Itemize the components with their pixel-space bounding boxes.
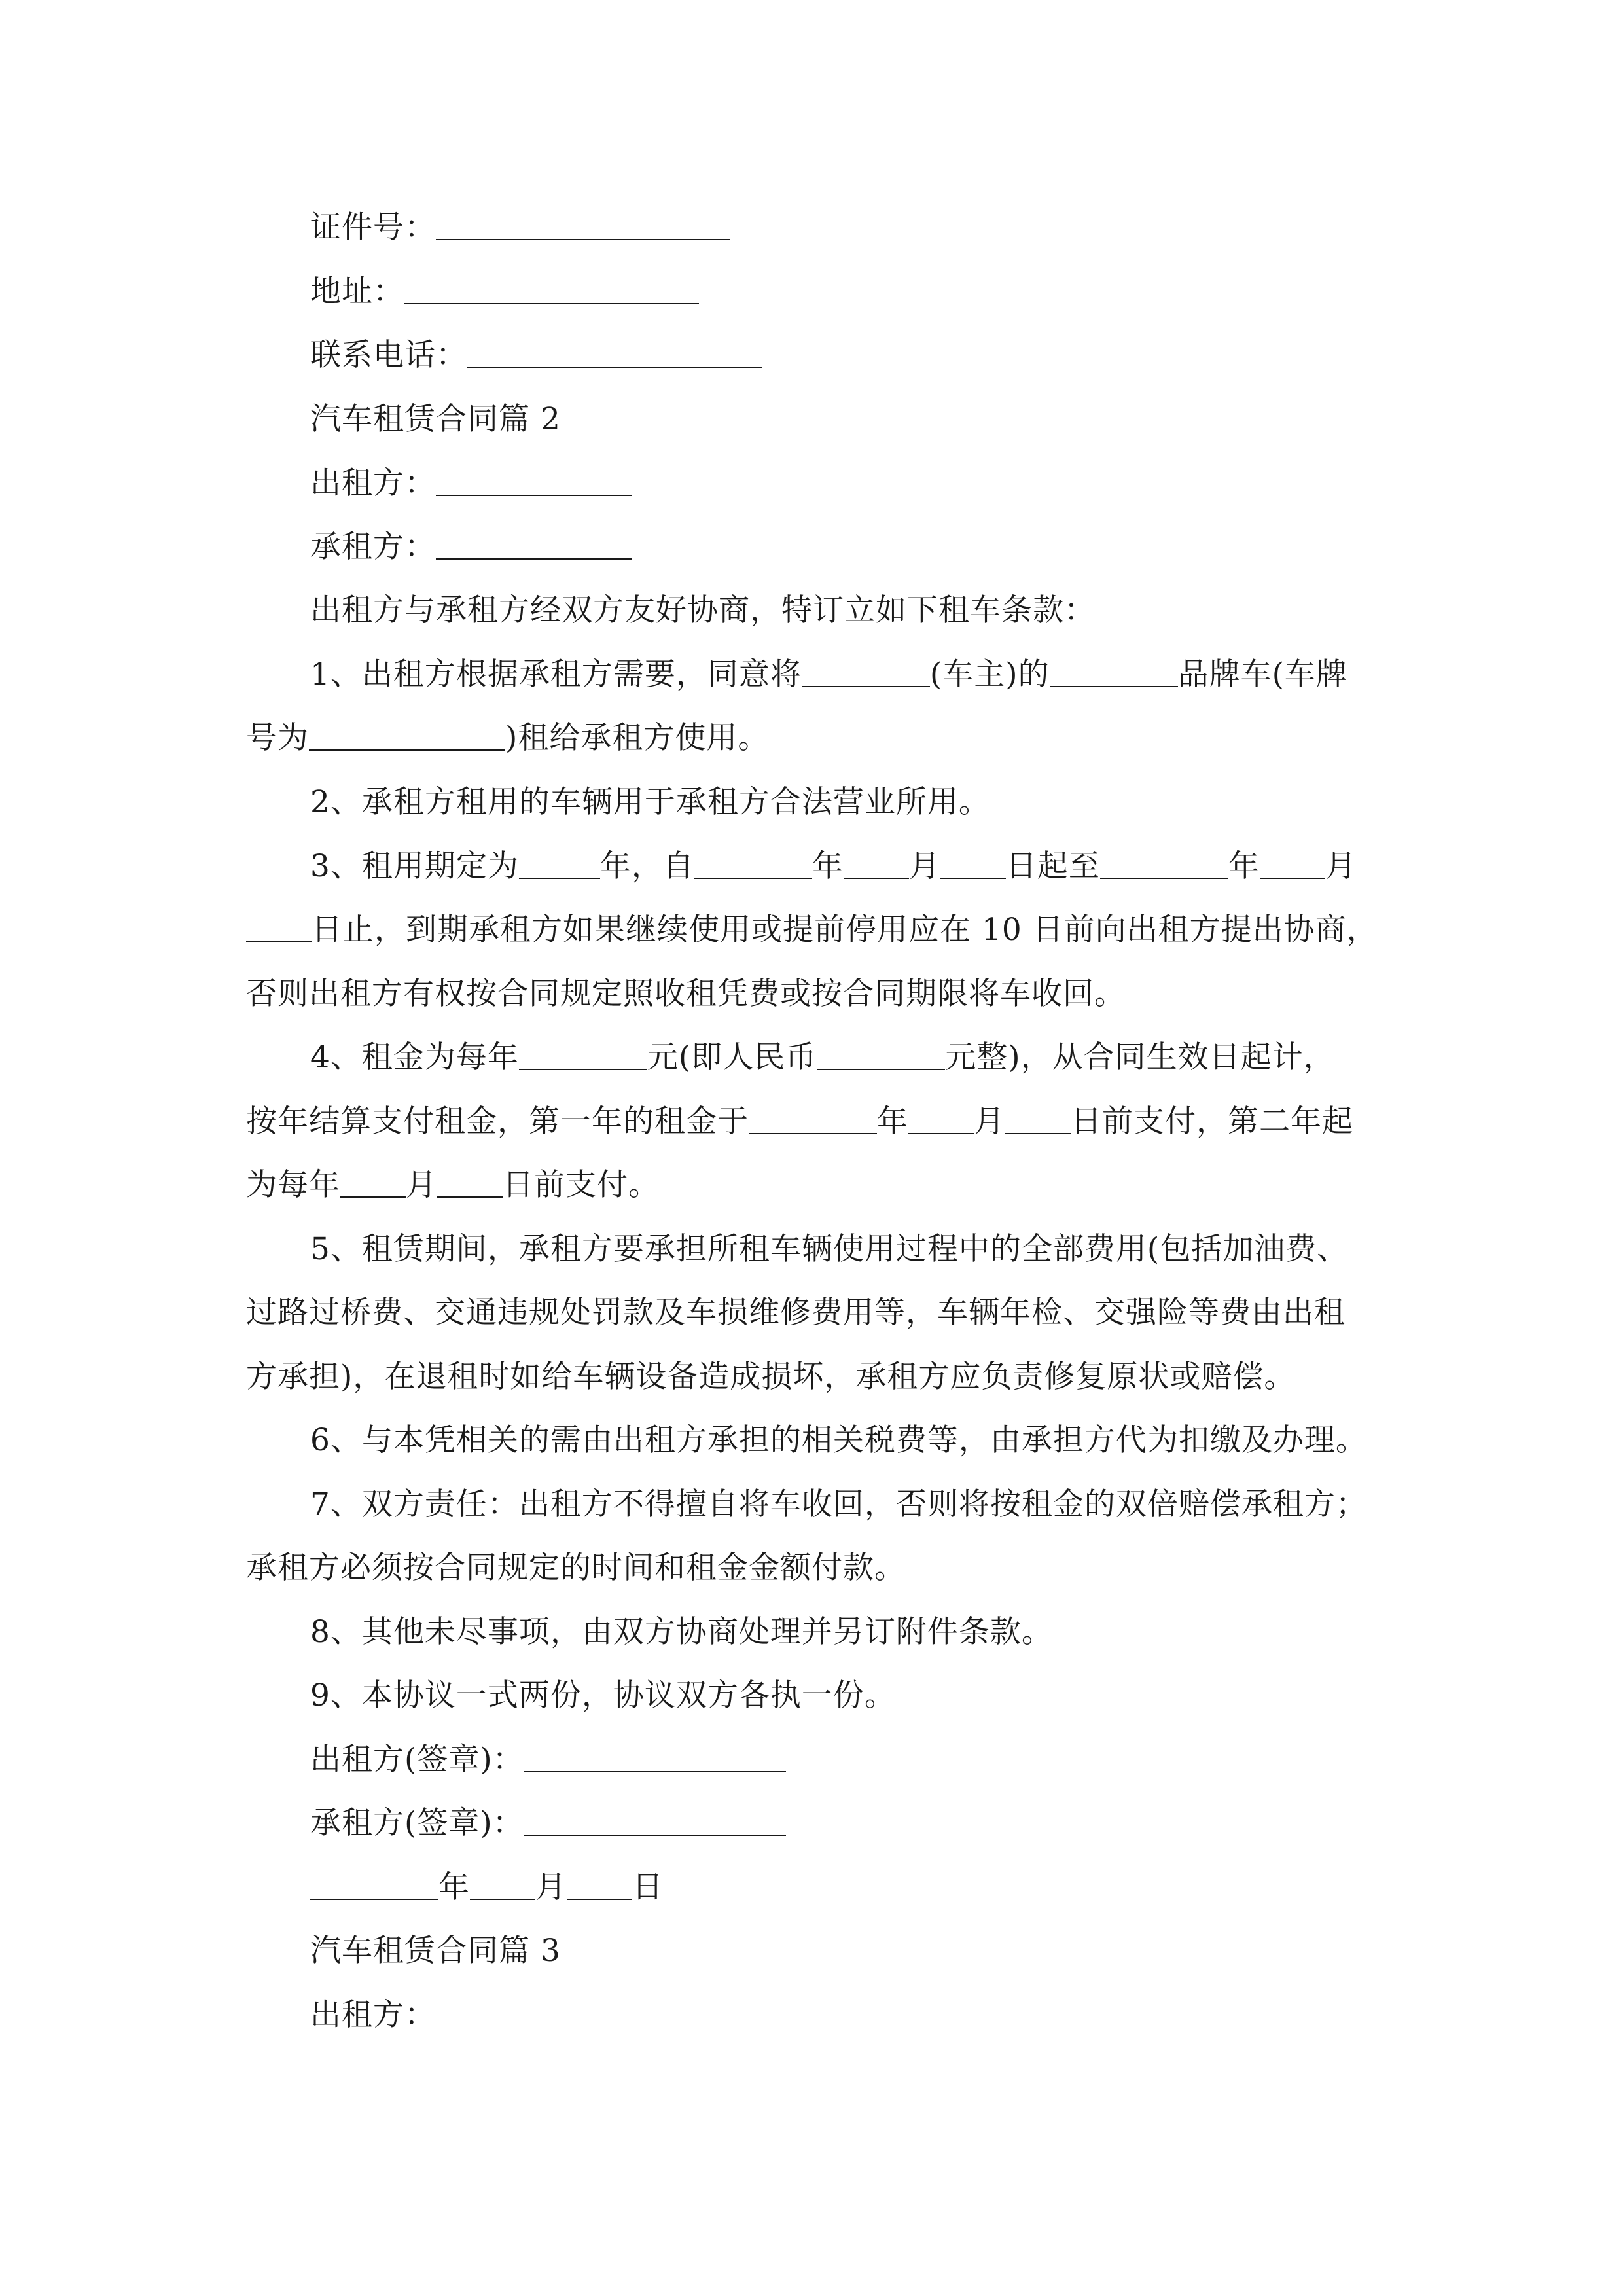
clause-3-text: 月 — [1325, 848, 1357, 884]
lessee-blank — [436, 532, 632, 560]
clause-1-text: 1、出租方根据承租方需要，同意将 — [310, 656, 802, 692]
clause-3-line-2 — [0, 899, 1623, 961]
clause-4-text: 按年结算支付租金，第一年的租金于 — [246, 1103, 749, 1139]
clause-3-text: 年，自 — [599, 848, 694, 884]
lessor-label: 出租方： — [310, 465, 436, 501]
clause-1-text: )租给承租方使用。 — [505, 720, 770, 756]
end-year-blank — [1100, 852, 1228, 879]
term-years-blank — [519, 852, 600, 879]
signing-year-blank — [310, 1873, 438, 1900]
clause-6: 6、与本凭相关的需由出租方承担的相关税费等，由承担方代为扣缴及办理。 — [310, 1422, 1367, 1458]
contract2-lessee-line — [0, 516, 1623, 579]
clause-3-text: 年 — [812, 848, 844, 884]
contract2-intro: 出租方与承租方经双方友好协商，特订立如下租车条款： — [310, 592, 1096, 628]
phone-blank — [467, 340, 762, 368]
clause-1-line-1 — [0, 643, 1623, 706]
signing-date-line — [0, 1856, 1623, 1919]
clause-4-line-3 — [0, 1154, 1623, 1217]
address-line — [0, 260, 1623, 323]
first-payment-day-blank — [1005, 1107, 1071, 1134]
lessee-label: 承租方： — [310, 529, 436, 565]
plate-number-blank — [309, 723, 505, 751]
signing-day-blank — [567, 1873, 632, 1900]
lessee-signature-label: 承租方(签章)： — [310, 1805, 524, 1841]
clause-4-text: 元整)，从合同生效日起计， — [945, 1039, 1335, 1075]
date-day-label: 日 — [632, 1869, 664, 1905]
contract3-heading: 汽车租赁合同篇 3 — [310, 1933, 561, 1969]
clause-4-text: 月 — [406, 1167, 437, 1203]
clause-4-text: 元(即人民币 — [647, 1039, 817, 1075]
start-month-blank — [844, 852, 909, 879]
clause-2: 2、承租方租用的车辆用于承租方合法营业所用。 — [310, 784, 990, 820]
lessor-signature-label: 出租方(签章)： — [310, 1742, 524, 1778]
clause-1-text: (车主)的 — [929, 656, 1050, 692]
clause-1-line-2 — [0, 707, 1623, 770]
owner-blank — [802, 660, 930, 687]
id-number-line — [0, 196, 1623, 259]
lessor-signature-blank — [524, 1745, 786, 1772]
annual-payment-month-blank — [340, 1170, 406, 1198]
phone-label: 联系电话： — [310, 337, 467, 373]
contract3-lessor-line: 出租方： — [310, 1997, 436, 2033]
clause-3-text: 日起至 — [1005, 848, 1100, 884]
start-year-blank — [694, 852, 812, 879]
clause-8: 8、其他未尽事项，由双方协商处理并另订附件条款。 — [310, 1614, 1053, 1650]
clause-4-text: 月 — [974, 1103, 1005, 1139]
clause-3-text: 月 — [908, 848, 940, 884]
clause-5-line-2: 过路过桥费、交通违规处罚款及车损维修费用等，车辆年检、交强险等费由出租 — [246, 1295, 1346, 1331]
contract2-heading: 汽车租赁合同篇 2 — [310, 401, 561, 437]
signing-month-blank — [470, 1873, 535, 1900]
date-month-label: 月 — [535, 1869, 567, 1905]
clause-4-text: 日前支付，第二年起 — [1071, 1103, 1353, 1139]
annual-rent-blank — [519, 1043, 647, 1070]
phone-line — [0, 324, 1623, 387]
address-label: 地址： — [310, 274, 404, 310]
lessor-signature-line — [0, 1729, 1623, 1791]
clause-7-line-1: 7、双方责任：出租方不得擅自将车收回，否则将按租金的双倍赔偿承租方； — [310, 1486, 1367, 1522]
clause-3-line-1 — [0, 835, 1623, 898]
lessee-signature-blank — [524, 1808, 786, 1836]
rmb-amount-blank — [817, 1043, 945, 1070]
contract2-lessor-line — [0, 452, 1623, 515]
clause-5-line-3: 方承担)，在退租时如给车辆设备造成损坏，承租方应负责修复原状或赔偿。 — [246, 1359, 1296, 1395]
id-number-label: 证件号： — [310, 209, 436, 245]
clause-9: 9、本协议一式两份，协议双方各执一份。 — [310, 1677, 896, 1713]
clause-7-line-2: 承租方必须按合同规定的时间和租金金额付款。 — [246, 1550, 906, 1586]
brand-blank — [1050, 660, 1178, 687]
clause-4-line-2 — [0, 1090, 1623, 1153]
clause-4-text: 为每年 — [246, 1167, 340, 1203]
address-blank — [404, 277, 699, 304]
date-year-label: 年 — [438, 1869, 470, 1905]
clause-3-text: 3、租用期定为 — [310, 848, 519, 884]
clause-5-line-1: 5、租赁期间，承租方要承担所租车辆使用过程中的全部费用(包括加油费、 — [310, 1231, 1349, 1267]
id-number-blank — [436, 213, 730, 240]
first-payment-year-blank — [749, 1107, 877, 1134]
lessor-blank — [436, 469, 632, 496]
clause-1-text: 号为 — [246, 720, 309, 756]
clause-4-line-1 — [0, 1026, 1623, 1089]
annual-payment-day-blank — [437, 1170, 503, 1198]
clause-1-text: 品牌车(车牌 — [1177, 656, 1347, 692]
first-payment-month-blank — [908, 1107, 974, 1134]
lessee-signature-line — [0, 1792, 1623, 1855]
clause-4-text: 4、租金为每年 — [310, 1039, 519, 1075]
start-day-blank — [940, 852, 1006, 879]
end-month-blank — [1260, 852, 1325, 879]
end-day-blank — [246, 915, 312, 942]
clause-4-text: 年 — [877, 1103, 908, 1139]
clause-3-text: 日止，到期承租方如果继续使用或提前停用应在 10 日前向出租方提出协商， — [312, 912, 1378, 948]
clause-3-text: 年 — [1228, 848, 1260, 884]
clause-4-text: 日前支付。 — [503, 1167, 660, 1203]
clause-3-line-3: 否则出租方有权按合同规定照收租凭费或按合同期限将车收回。 — [246, 976, 1126, 1012]
